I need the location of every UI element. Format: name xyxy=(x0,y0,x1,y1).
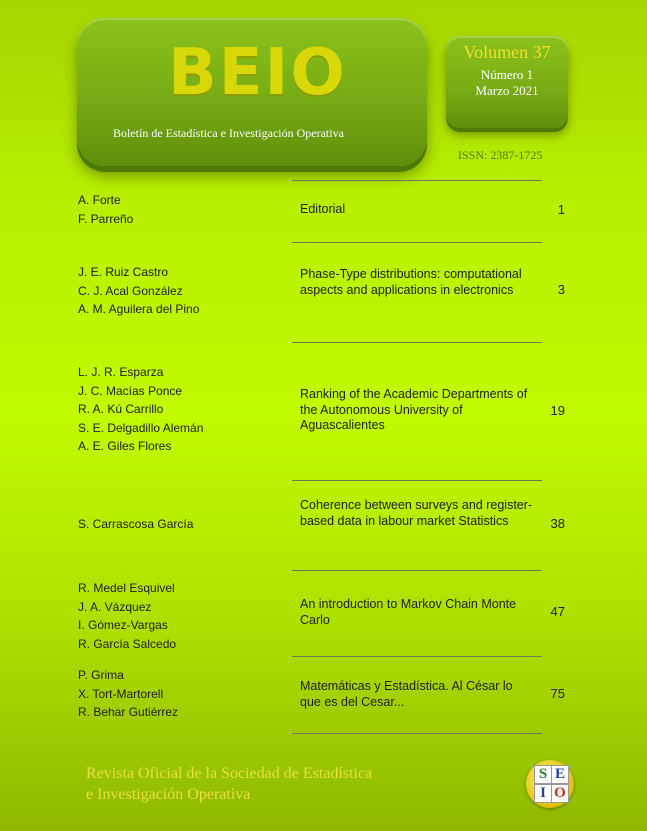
author-name: J. C. Macías Ponce xyxy=(78,383,183,398)
article-page-number: 47 xyxy=(550,604,565,619)
author-name: A. Forte xyxy=(78,193,121,207)
footer-line: e Investigación Operativa xyxy=(86,786,251,803)
author-name: S. E. Delgadillo Alemán xyxy=(78,420,204,435)
author-name: R. A. Kú Carrillo xyxy=(78,402,164,416)
author-name: F. Parreño xyxy=(78,211,134,226)
toc-divider xyxy=(292,242,542,243)
journal-logo: BEIO xyxy=(168,36,347,110)
article-authors xyxy=(78,579,176,653)
author-name: J. A. Vázquez xyxy=(78,599,152,614)
author-name: X. Tort-Martorell xyxy=(78,686,164,701)
author-name: P. Grima xyxy=(78,668,124,682)
issue-number: Número 1 xyxy=(480,67,534,82)
toc-divider xyxy=(292,570,542,571)
author-name: C. J. Acal González xyxy=(78,283,183,298)
article-page-number: 38 xyxy=(550,516,565,531)
toc-divider xyxy=(292,733,542,734)
toc-divider xyxy=(292,180,542,181)
article-title[interactable]: Ranking of the Academic Departments of the Autonomous University of Aguascalientes xyxy=(300,387,528,432)
author-name: A. M. Aguilera del Pino xyxy=(78,302,200,316)
article-authors xyxy=(78,191,133,228)
seio-letter-e: E xyxy=(551,765,569,784)
volume-label: Volumen 37 xyxy=(463,42,551,62)
article-title[interactable]: Coherence between surveys and register-based data in labour market Statistics xyxy=(300,498,533,528)
toc-divider xyxy=(292,656,542,657)
author-name: S. Carrascosa García xyxy=(78,517,194,531)
volume-panel xyxy=(446,36,568,128)
toc-divider xyxy=(292,342,542,343)
toc-divider xyxy=(292,480,542,481)
article-page-number: 19 xyxy=(550,403,565,418)
author-name: L. J. R. Esparza xyxy=(78,365,164,379)
article-authors xyxy=(78,515,193,534)
journal-subtitle: Boletín de Estadística e Investigación Operativa xyxy=(113,126,344,140)
author-name: R. García Salcedo xyxy=(78,636,177,651)
author-name: J. E. Ruiz Castro xyxy=(78,265,169,279)
article-page-number: 75 xyxy=(550,686,565,701)
footer-society-name xyxy=(86,763,372,805)
article-page-number: 3 xyxy=(557,282,565,297)
footer-line: Revista Oficial de la Sociedad de Estadística xyxy=(86,765,373,782)
issn-label: ISSN: 2387-1725 xyxy=(458,148,543,162)
article-title[interactable]: Editorial xyxy=(300,202,346,216)
article-authors xyxy=(78,263,199,319)
seio-letter-o: O xyxy=(551,784,569,803)
issue-date: Marzo 2021 xyxy=(475,83,539,98)
article-authors xyxy=(78,363,203,456)
article-page-number: 1 xyxy=(557,202,565,217)
author-name: R. Medel Esquivel xyxy=(78,581,175,595)
seio-logo-icon xyxy=(526,760,574,808)
article-title[interactable]: Matemáticas y Estadística. Al César lo que es del Cesar... xyxy=(300,679,513,709)
author-name: I. Gómez-Vargas xyxy=(78,618,168,632)
article-authors xyxy=(78,666,178,722)
seio-letter-i: I xyxy=(534,784,552,803)
seio-letter-s: S xyxy=(534,765,552,784)
article-title[interactable]: Phase-Type distributions: computational aspects and applications in electronics xyxy=(300,267,522,297)
article-title[interactable]: An introduction to Markov Chain Monte Carlo xyxy=(300,597,517,627)
author-name: A. E. Giles Flores xyxy=(78,439,172,453)
author-name: R. Behar Gutiérrez xyxy=(78,705,179,719)
